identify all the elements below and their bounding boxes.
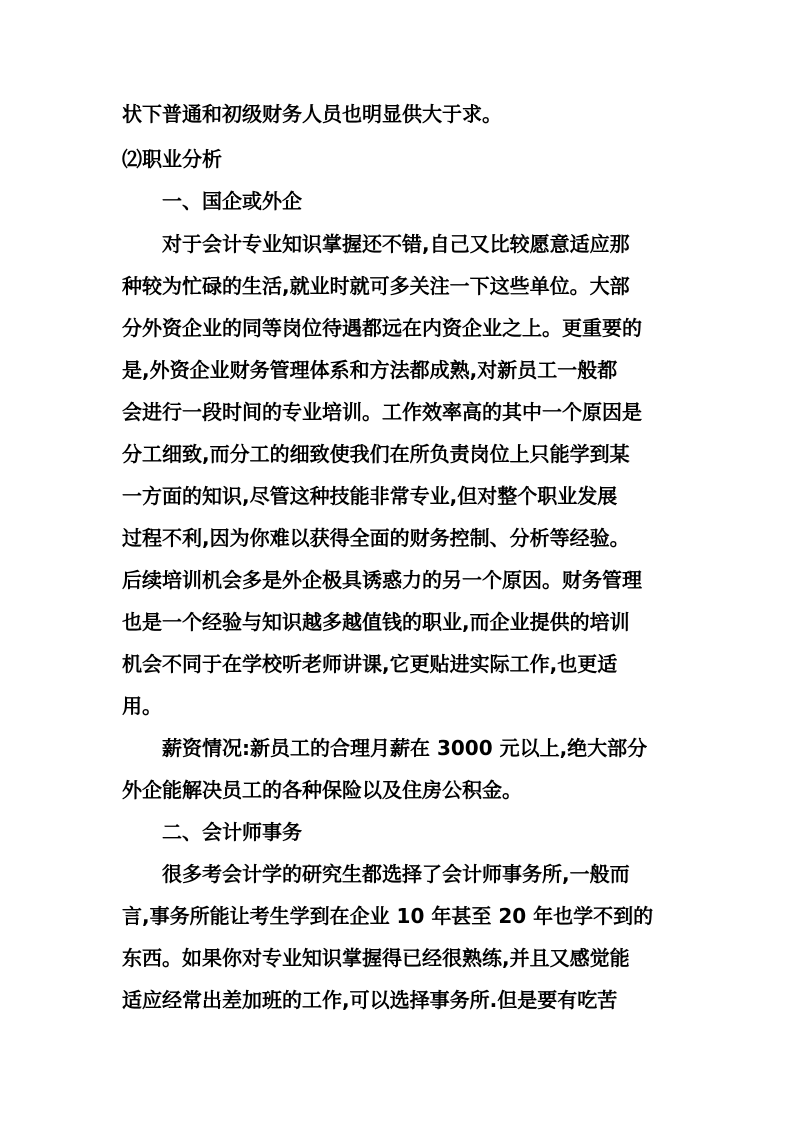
paragraph-line: 状下普通和初级财务人员也明显供大于求。 [122,102,502,126]
paragraph-line: 对于会计专业知识掌握还不错,自己又比较愿意适应那 [162,232,630,256]
salary-paragraph-line: 薪资情况:新员工的合理月薪在 3000 元以上,绝大部分 [162,736,648,760]
paragraph-line: 过程不利,因为你难以获得全面的财务控制、分析等经验。 [122,526,630,550]
paragraph-line: 机会不同于在学校听老师讲课,它更贴进实际工作,也更适 [122,652,618,676]
subsection-heading: 一、国企或外企 [162,189,302,213]
paragraph-line: 一方面的知识,尽管这种技能非常专业,但对整个职业发展 [122,484,618,508]
paragraph-line: 分工细致,而分工的细致使我们在所负责岗位上只能学到某 [122,442,630,466]
paragraph-line: 东西。如果你对专业知识掌握得已经很熟练,并且又感觉能 [122,946,630,970]
paragraph-line: 用。 [122,694,162,718]
paragraph-line: 会进行一段时间的专业培训。工作效率高的其中一个原因是 [122,400,642,424]
paragraph-line: 言,事务所能让考生学到在企业 10 年甚至 20 年也学不到的 [122,904,654,928]
paragraph-line: 适应经常出差加班的工作,可以选择事务所.但是要有吃苦 [122,988,618,1012]
paragraph-line: 种较为忙碌的生活,就业时就可多关注一下这些单位。大部 [122,274,630,298]
paragraph-line: 分外资企业的同等岗位待遇都远在内资企业之上。更重要的 [122,316,642,340]
subsection-heading: 二、会计师事务 [162,820,302,844]
paragraph-line: 后续培训机会多是外企极具诱惑力的另一个原因。财务管理 [122,568,642,592]
paragraph-line: 外企能解决员工的各种保险以及住房公积金。 [122,778,522,802]
paragraph-line: 是,外资企业财务管理体系和方法都成熟,对新员工一般都 [122,358,618,382]
paragraph-line: 也是一个经验与知识越多越值钱的职业,而企业提供的培训 [122,610,630,634]
section-heading: ⑵职业分析 [122,147,222,171]
paragraph-line: 很多考会计学的研究生都选择了会计师事务所,一般而 [162,862,630,886]
